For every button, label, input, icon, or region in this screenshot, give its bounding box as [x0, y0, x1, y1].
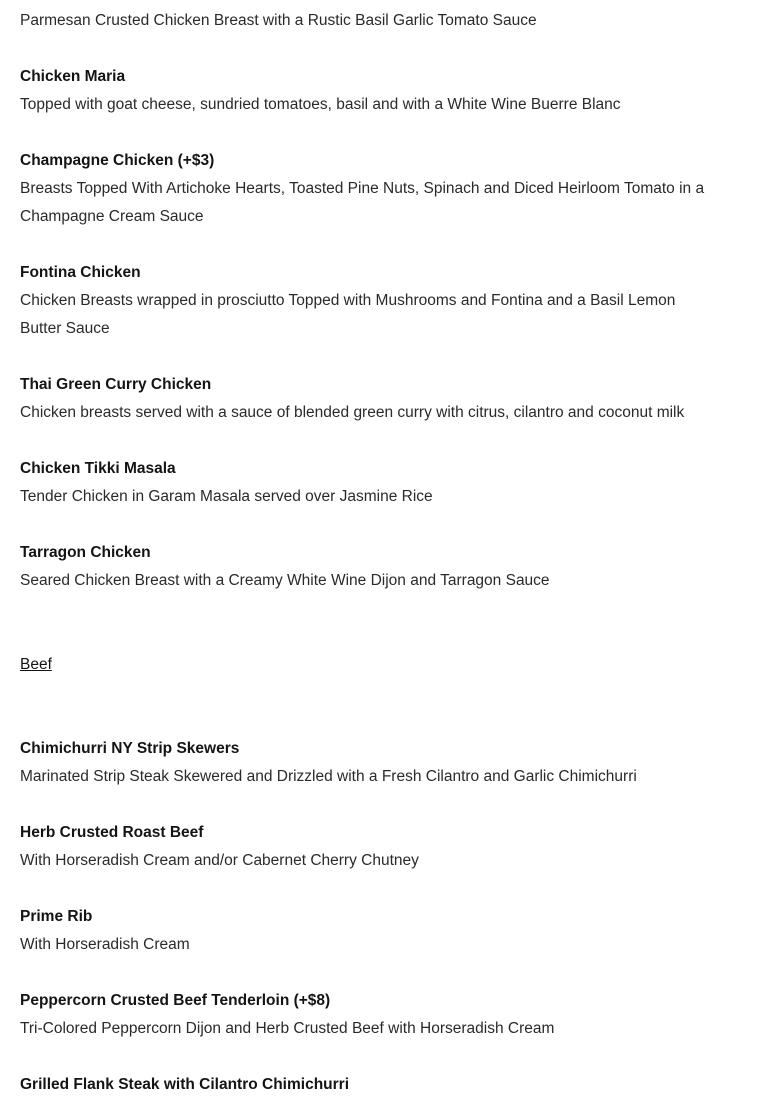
spacer: [20, 679, 750, 735]
spacer: [20, 119, 750, 147]
menu-item-description: Topped with goat cheese, sundried tomatoes, basil and with a White Wine Buerre Blanc: [20, 96, 621, 113]
menu-item-title: Peppercorn Crusted Beef Tenderloin (+$8): [20, 992, 331, 1009]
menu-item-title: Herb Crusted Roast Beef: [20, 824, 204, 841]
menu-item-description: Chicken breasts served with a sauce of blended green curry with citrus, cilantro and coconut milk: [20, 404, 685, 421]
menu-item-title: Champagne Chicken (+$3): [20, 152, 215, 169]
spacer: [20, 511, 750, 539]
menu-item-title: Grilled Flank Steak with Cilantro Chimichurri: [20, 1076, 350, 1093]
spacer: [20, 1043, 750, 1071]
menu-item-description: Tri-Colored Peppercorn Dijon and Herb Crusted Beef with Horseradish Cream: [20, 1020, 555, 1037]
menu-item-description: Parmesan Crusted Chicken Breast with a Rustic Basil Garlic Tomato Sauce: [20, 12, 537, 29]
menu-item-description: With Horseradish Cream and/or Cabernet Cherry Chutney: [20, 852, 419, 869]
menu-item-title: Prime Rib: [20, 908, 93, 925]
menu-page: [20, 0, 750, 1099]
menu-item-description: Marinated Strip Steak Skewered and Drizzled with a Fresh Cilantro and Garlic Chimichurri: [20, 768, 637, 785]
menu-item-title: Thai Green Curry Chicken: [20, 376, 212, 393]
spacer: [20, 427, 750, 455]
spacer: [20, 595, 750, 651]
menu-item-title: Tarragon Chicken: [20, 544, 151, 561]
spacer: [20, 343, 750, 371]
menu-item-title: Chimichurri NY Strip Skewers: [20, 740, 240, 757]
menu-item-description: Chicken Breasts wrapped in prosciutto Topped with Mushrooms and Fontina and a Basil Lemon Butter Sauce: [20, 292, 676, 337]
spacer: [20, 959, 750, 987]
menu-item-title: Chicken Tikki Masala: [20, 460, 176, 477]
menu-item-description: Breasts Topped With Artichoke Hearts, Toasted Pine Nuts, Spinach and Diced Heirloom Tomato in a Champagne Cream Sauce: [20, 180, 705, 225]
spacer: [20, 791, 750, 819]
menu-item-description: Seared Chicken Breast with a Creamy White Wine Dijon and Tarragon Sauce: [20, 572, 550, 589]
menu-item-description: Tender Chicken in Garam Masala served over Jasmine Rice: [20, 488, 433, 505]
menu-item-title: Chicken Maria: [20, 68, 126, 85]
section-heading-beef: Beef: [20, 656, 52, 673]
spacer: [20, 35, 750, 63]
menu-item-description: With Horseradish Cream: [20, 936, 190, 953]
spacer: [20, 875, 750, 903]
spacer: [20, 231, 750, 259]
menu-item-title: Fontina Chicken: [20, 264, 141, 281]
